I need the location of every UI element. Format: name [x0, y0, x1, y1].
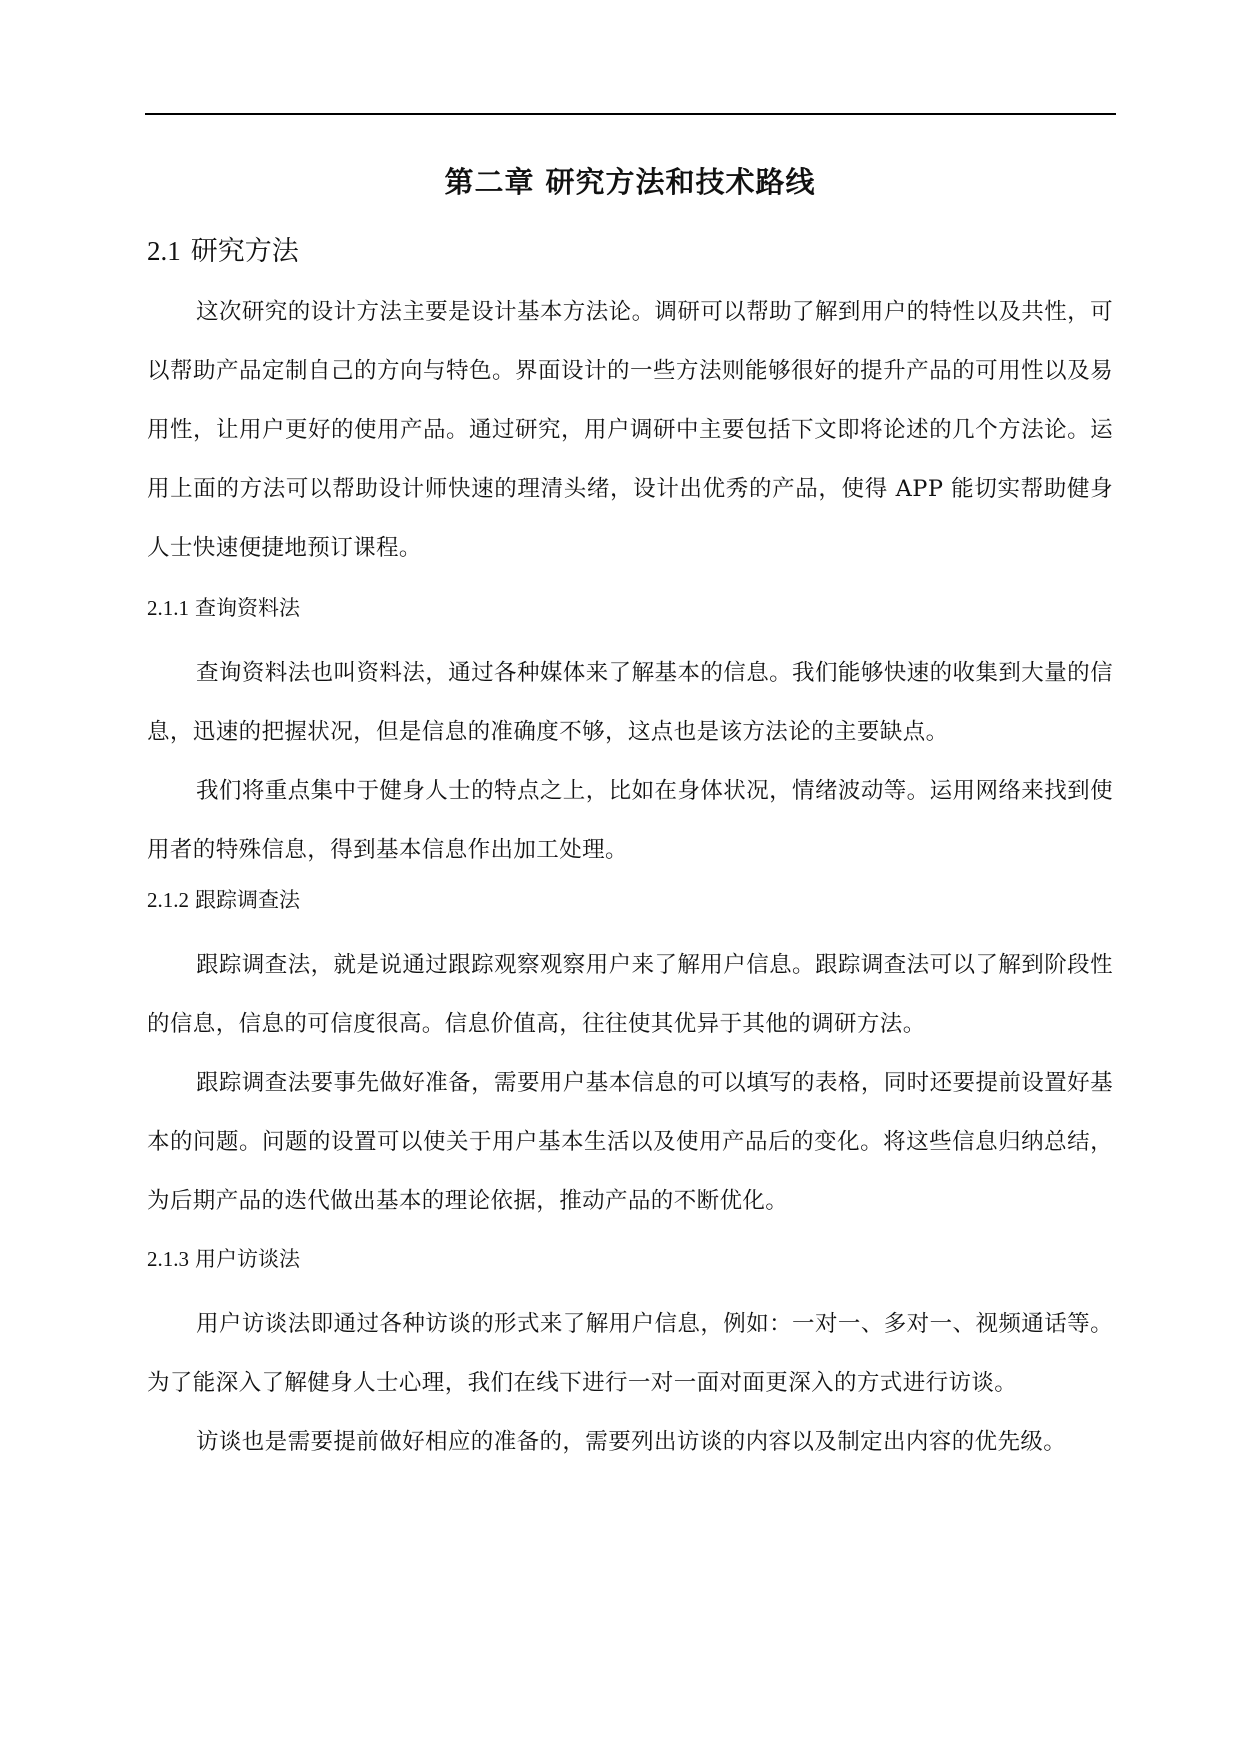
subsection-title: 跟踪调查法 [195, 888, 300, 912]
paragraph: 这次研究的设计方法主要是设计基本方法论。调研可以帮助了解到用户的特性以及共性，可以帮助产品定制自己的方向与特色。界面设计的一些方法则能够很好的提升产品的可用性以及易用性，让用户更好的使用产品。通过研究，用户调研中主要包括下文即将论述的几个方法论。运用上面的方法可以帮助设计师快速的理清头绪，设计出优秀的产品，使得 APP 能切实帮助健身人士快速便捷地预订课程。 [147, 299, 1113, 561]
section-title: 研究方法 [190, 236, 299, 267]
subsection-number: 2.1.2 [147, 888, 189, 912]
paragraph: 跟踪调查法，就是说通过跟踪观察观察用户来了解用户信息。跟踪调查法可以了解到阶段性的信息，信息的可信度很高。信息价值高，往往使其优异于其他的调研方法。 [147, 952, 1113, 1037]
section-heading [147, 225, 1113, 278]
paragraph: 跟踪调查法要事先做好准备，需要用户基本信息的可以填写的表格，同时还要提前设置好基本的问题。问题的设置可以使关于用户基本生活以及使用产品后的变化。将这些信息归纳总结，为后期产品的迭代做出基本的理论依据，推动产品的不断优化。 [147, 1070, 1113, 1214]
header-rule [145, 113, 1116, 115]
subsection-title: 用户访谈法 [195, 1247, 300, 1271]
page-content [147, 155, 1113, 1472]
subsection-heading [147, 588, 1113, 628]
paragraph: 访谈也是需要提前做好相应的准备的，需要列出访谈的内容以及制定出内容的优先级。 [196, 1429, 1067, 1455]
subsection-heading [147, 880, 1113, 920]
chapter-title: 第二章 研究方法和技术路线 [444, 165, 816, 199]
subsection-number: 2.1.1 [147, 596, 189, 620]
paragraph: 用户访谈法即通过各种访谈的形式来了解用户信息，例如：一对一、多对一、视频通话等。为了能深入了解健身人士心理，我们在线下进行一对一面对面更深入的方式进行访谈。 [147, 1311, 1113, 1396]
subsection-heading [147, 1239, 1113, 1279]
paragraph: 我们将重点集中于健身人士的特点之上，比如在身体状况，情绪波动等。运用网络来找到使用者的特殊信息，得到基本信息作出加工处理。 [147, 778, 1113, 863]
subsection-number: 2.1.3 [147, 1247, 189, 1271]
subsection-title: 查询资料法 [195, 596, 300, 620]
paragraph: 查询资料法也叫资料法，通过各种媒体来了解基本的信息。我们能够快速的收集到大量的信息，迅速的把握状况，但是信息的准确度不够，这点也是该方法论的主要缺点。 [147, 660, 1113, 745]
section-number: 2.1 [147, 236, 181, 266]
